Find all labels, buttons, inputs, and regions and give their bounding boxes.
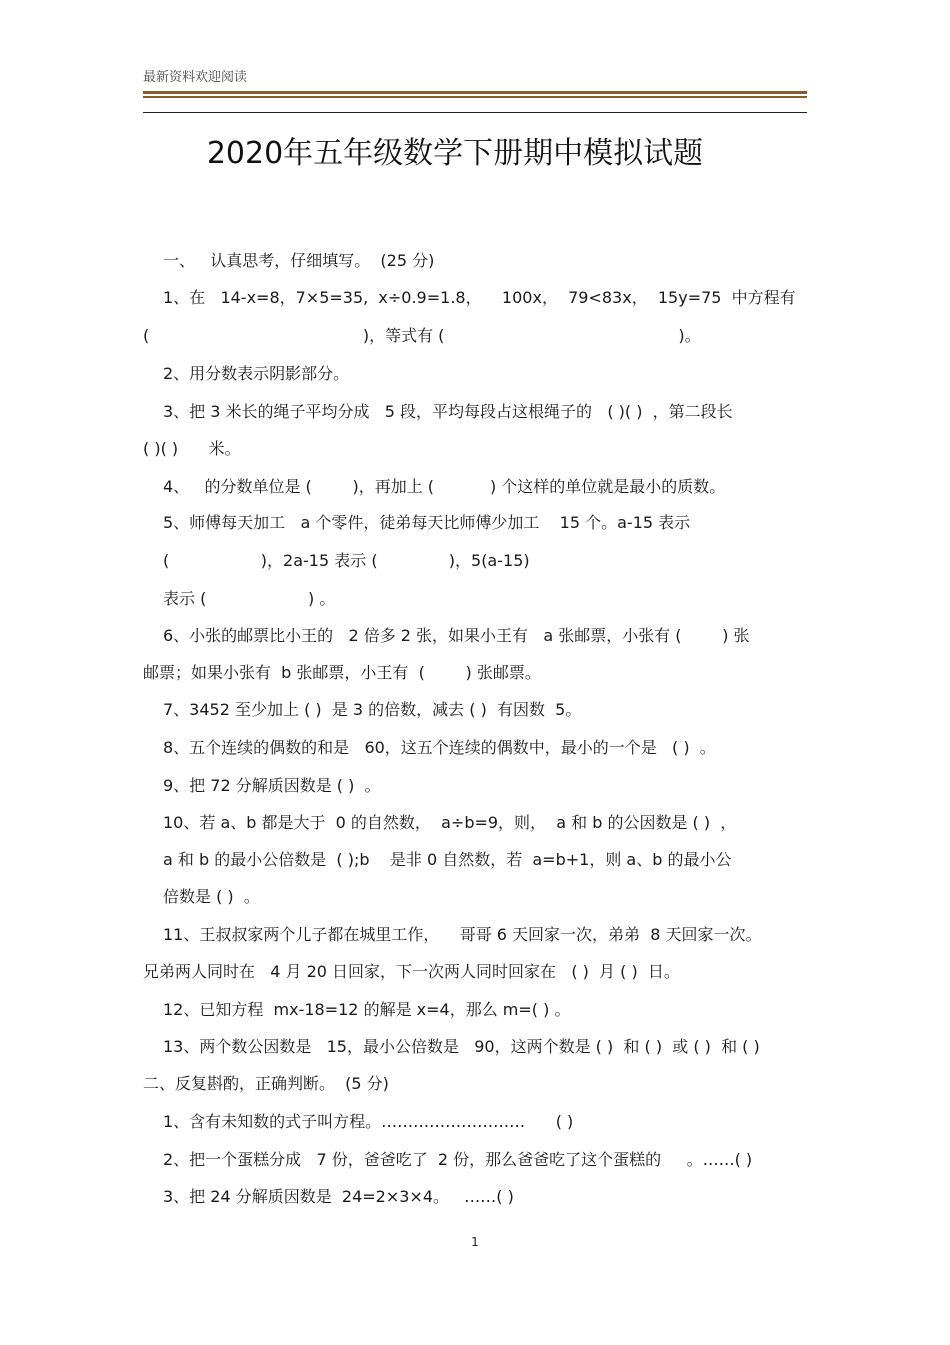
question-line: 11、王叔叔家两个儿子都在城里工作， 哥哥 6 天回家一次，弟弟 8 天回家一次。 — [163, 925, 762, 944]
question-line: ( )( ) 米。 — [143, 439, 241, 458]
section-heading-1: 一、 认真思考，仔细填写。 (25 分) — [163, 251, 435, 270]
question-line: 9、把 72 分解质因数是 ( ) 。 — [163, 776, 381, 795]
header-rule-brown-2 — [143, 96, 807, 98]
page-header: 最新资料欢迎阅读 — [143, 70, 248, 85]
question-line: 倍数是 ( ) 。 — [163, 887, 260, 906]
question-line: 12、已知方程 mx-18=12 的解是 x=4，那么 m=( ) 。 — [163, 1000, 571, 1019]
question-line: 3、把 3 米长的绳子平均分成 5 段，平均每段占这根绳子的 ( )( ) ，第二段长 — [163, 402, 733, 421]
question-line: ( )，2a-15 表示 ( )，5(a-15) — [163, 551, 530, 570]
question-line: 6、小张的邮票比小王的 2 倍多 2 张，如果小王有 a 张邮票，小张有 ( ) 张 — [163, 626, 750, 645]
question-line: 邮票；如果小张有 b 张邮票，小王有 ( ) 张邮票。 — [143, 663, 541, 682]
question-line: 2、把一个蛋糕分成 7 份，爸爸吃了 2 份，那么爸爸吃了这个蛋糕的 。……( ) — [163, 1150, 753, 1169]
question-line: ( )，等式有 ( )。 — [143, 326, 701, 345]
question-line: 表示 ( ) 。 — [163, 589, 336, 608]
header-rule-black — [143, 112, 807, 113]
page-title: 2020年五年级数学下册期中模拟试题 — [206, 136, 704, 171]
question-line: 1、含有未知数的式子叫方程。……………………… ( ) — [163, 1112, 574, 1131]
header-rule-brown — [143, 91, 807, 94]
question-line: 10、若 a、b 都是大于 0 的自然数， a÷b=9，则， a 和 b 的公因数是 ( ) ， — [163, 813, 737, 832]
page-number: 1 — [471, 1235, 479, 1249]
question-line: 4、 的分数单位是 ( )，再加上 ( ) 个这样的单位就是最小的质数。 — [163, 477, 726, 496]
question-line: 7、3452 至少加上 ( ) 是 3 的倍数，减去 ( ) 有因数 5。 — [163, 700, 582, 719]
question-line: 3、把 24 分解质因数是 24=2×3×4。 ……( ) — [163, 1187, 514, 1206]
question-line: 兄弟两人同时在 4 月 20 日回家，下一次两人同时回家在 ( ) 月 ( ) 日。 — [143, 962, 680, 981]
question-line: 1、在 14-x=8，7×5=35, x÷0.9=1.8， 100x， 79<83x， 15y=75 中方程有 — [163, 288, 796, 307]
question-line: a 和 b 的最小公倍数是 ( );b 是非 0 自然数，若 a=b+1，则 a、b 的最小公 — [163, 850, 732, 869]
question-line: 5、师傅每天加工 a 个零件，徒弟每天比师傅少加工 15 个。a-15 表示 — [163, 513, 691, 532]
question-line: 13、两个数公因数是 15，最小公倍数是 90，这两个数是 ( ) 和 ( ) 或 ( ) 和 ( ) — [163, 1037, 760, 1056]
section-heading-2: 二、反复斟酌，正确判断。 (5 分) — [143, 1074, 389, 1093]
question-line: 2、用分数表示阴影部分。 — [163, 364, 350, 383]
question-line: 8、五个连续的偶数的和是 60，这五个连续的偶数中，最小的一个是 ( ) 。 — [163, 738, 716, 757]
